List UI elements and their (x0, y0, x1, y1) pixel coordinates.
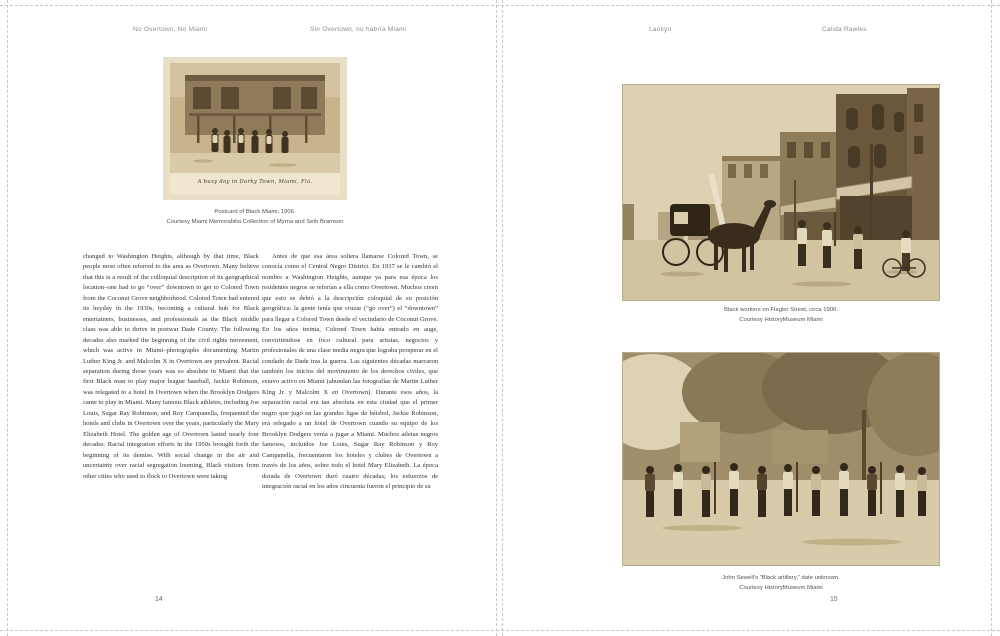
postcard-caption (120, 208, 390, 227)
postcard-inscription: A busy day in Darky Town, Miami, Fla. (197, 179, 313, 185)
flagler-caption-line2: Courtesy HistoryMuseum Miami (739, 316, 823, 323)
artillery-caption-line2: Courtesy HistoryMuseum Miami (739, 584, 823, 591)
postcard-caption-line1: Postcard of Black Miami, 1906. (214, 209, 296, 215)
trim-mark-gutter-right (502, 0, 503, 636)
trim-mark-gutter-left (496, 0, 497, 636)
page-number-left: 14 (155, 596, 163, 603)
body-text-english: changed to Washington Heights, although by that time, Black people most often referred to the area as Overtown. Many believe that this is a result of the colloquial description of its geographical location–one had to go “over” downtown to get to Colored Town from the Coconut Grove neighborhood. Colored Town had entered its heyday in the 1930s, becoming a cultural hub for Black entertainers, businesses, and professionals as the Black middle class was able to thrive in postwar Dade County. The following decades also marked the beginning of the civil rights movement, which was active in Miami–photographs documenting Martin Luther King Jr. and Malcolm X in Overtown are prevalent. Racial separation during those years was so absolute in Miami that the first Black man to play major league baseball, Jackie Robinson, was relegated to a hotel in Overtown when the Brooklyn Dodgers came to play in Miami. Many famous Black athletes, including Joe Louis, Sugar Ray Robinson, and Roy Campanella, frequented the hotels and clubs in Overtown over the years, particularly the Mary Elizabeth Hotel. The golden age of Overtown lasted nearly four decades. Racial integration efforts in the 1950s brought forth the beginning of its demise. With social change in the air and uncertainty over racial segregation looming, Black visitors from other cities who used to flock to Overtown were taking (83, 253, 259, 480)
postcard-caption-line2: Courtesy Miami Memorabilia Collection of Myrna and Seth Bramson (166, 218, 344, 225)
trim-mark-top (0, 5, 1000, 6)
body-text-spanish: Antes de que esa área soliera llamarse Colored Town, se conocía como el Central Negro District. En 1937 se le cambió el nombre a Washington Heights, aunque ya para esa época los residentes negros se referían a ella como Overtown. Muchos creen que esto se debió a la descripción coloquial de su posición geográfica: la gente tenía que cruzar (“go over”) el “downtown” para llegar a Colored Town desde el vecindario de Coconut Grove. En los años treinta, Colored Town había entrado en auge, convirtiéndose en foco cultural para artistas, negocios y profesionales de una clase media negra que lograba prosperar en el condado de Dade tras la guerra. Las siguientes décadas marcaron también los inicios del movimiento de los derechos civiles, que estuvo activo en Miami (abundan las fotografías de Martin Luther King Jr. y Malcolm X en Overtown). Durante esos años, la separación racial era tan absoluta en esta ciudad que el primer negro que jugó en las grandes ligas de béisbol, Jackie Robinson, era relegado a un hotel de Overtown cuando su equipo de los Brooklyn Dodgers venía a jugar a Miami. Muchos atletas negros famosos, incluidos Joe Louis, Sugar Ray Robinson y Roy Campanella, frecuentaron los hoteles y clubes de Overtown a través de los años, sobre todo el hotel Mary Elizabeth. La época dorada de Overtown duró cuatro décadas; los esfuerzos de integración racial en los años cincuenta fueron el principio de su (262, 253, 438, 490)
running-head-left-en: No Overtown, No Miami (133, 26, 208, 33)
trim-mark-left (7, 0, 8, 636)
black-artillery-photo (622, 352, 940, 566)
flagler-street-photo (622, 84, 940, 301)
artillery-caption-line1: John Sewell’s “Black artillery,” date unknown. (722, 575, 840, 581)
artillery-photo-caption (622, 574, 940, 593)
trim-mark-bottom (0, 630, 1000, 631)
flagler-photo-caption (622, 306, 940, 325)
black-artillery-illustration (622, 352, 940, 566)
running-head-right-a: Laokyo (649, 26, 672, 33)
postcard-photo (163, 57, 347, 200)
running-head-right-b: Calida Rawles (822, 26, 867, 33)
running-head-left-es: Sin Overtown, no habría Miami (310, 26, 407, 33)
trim-mark-right (991, 0, 992, 636)
page-number-right: 15 (830, 596, 838, 603)
flagler-caption-line1: Black workers on Flagler Street, circa 1900. (724, 307, 838, 313)
flagler-street-illustration (622, 84, 940, 301)
